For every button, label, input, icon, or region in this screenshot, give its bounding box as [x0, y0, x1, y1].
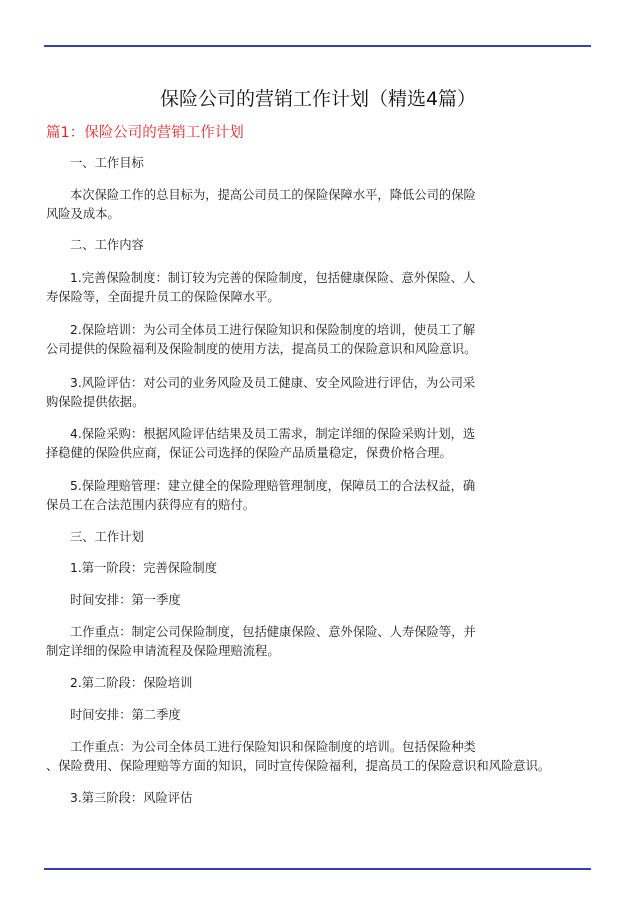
paragraph-line: 一、工作目标	[70, 156, 144, 170]
paragraph-line: 2.保险培训：为公司全体员工进行保险知识和保险制度的培训，使员工了解	[70, 323, 476, 337]
paragraph	[46, 186, 476, 224]
footer-rule	[44, 868, 591, 870]
paragraph-line: 1.完善保险制度：制订较为完善的保险制度，包括健康保险、意外保险、人	[70, 271, 476, 285]
paragraph-line: 1.第一阶段：完善保险制度	[70, 561, 217, 575]
paragraph-line: 择稳健的保险供应商，保证公司选择的保险产品质量稳定，保费价格合理。	[46, 446, 452, 460]
paragraph-line: 4.保险采购：根据风险评估结果及员工需求，制定详细的保险采购计划，选	[70, 427, 476, 441]
paragraph	[46, 591, 181, 610]
paragraph-line: 时间安排：第二季度	[70, 708, 181, 722]
paragraph-line: 寿保险等，全面提升员工的保险保障水平。	[46, 290, 280, 304]
paragraph-line: 公司提供的保险福利及保险制度的使用方法，提高员工的保险意识和风险意识。	[46, 342, 477, 356]
paragraph-line: 购保险提供依据。	[46, 395, 145, 409]
paragraph-line: 3.风险评估：对公司的业务风险及员工健康、安全风险进行评估，为公司采	[70, 376, 476, 390]
paragraph	[46, 477, 475, 515]
paragraph	[46, 789, 192, 808]
paragraph	[46, 706, 181, 725]
paragraph-line: 5.保险理赔管理：建立健全的保险理赔管理制度，保障员工的合法权益，确	[70, 479, 476, 493]
paragraph	[46, 154, 144, 173]
paragraph	[46, 236, 144, 255]
paragraph-line: 时间安排：第一季度	[70, 593, 181, 607]
paragraph	[46, 321, 476, 359]
paragraph	[46, 425, 475, 463]
paragraph-line: 、保险费用、保险理赔等方面的知识，同时宣传保险福利，提高员工的保险意识和风险意识。	[46, 759, 551, 773]
paragraph-line: 三、工作计划	[70, 530, 144, 544]
paragraph-line: 保员工在合法范围内获得应有的赔付。	[46, 498, 256, 512]
paragraph-line: 制定详细的保险申请流程及保险理赔流程。	[46, 644, 280, 658]
paragraph-line: 本次保险工作的总目标为，提高公司员工的保险保障水平，降低公司的保险	[70, 188, 476, 202]
paragraph	[46, 374, 475, 412]
paragraph	[46, 528, 144, 547]
paragraph-line: 二、工作内容	[70, 238, 144, 252]
paragraph-line: 工作重点：制定公司保险制度，包括健康保险、意外保险、人寿保险等，并	[70, 625, 476, 639]
document-title: 保险公司的营销工作计划（精选4篇）	[159, 88, 477, 110]
paragraph	[46, 269, 475, 307]
paragraph-line: 3.第三阶段：风险评估	[70, 791, 193, 805]
paragraph-line: 工作重点：为公司全体员工进行保险知识和保险制度的培训。包括保险种类	[70, 740, 476, 754]
paragraph-line: 风险及成本。	[46, 207, 120, 221]
paragraph	[46, 674, 192, 693]
paragraph	[46, 738, 550, 776]
paragraph-line: 2.第二阶段：保险培训	[70, 676, 193, 690]
header-rule	[44, 45, 591, 47]
paragraph	[46, 559, 217, 578]
section-heading: 篇1：保险公司的营销工作计划	[46, 125, 244, 141]
paragraph	[46, 623, 476, 661]
